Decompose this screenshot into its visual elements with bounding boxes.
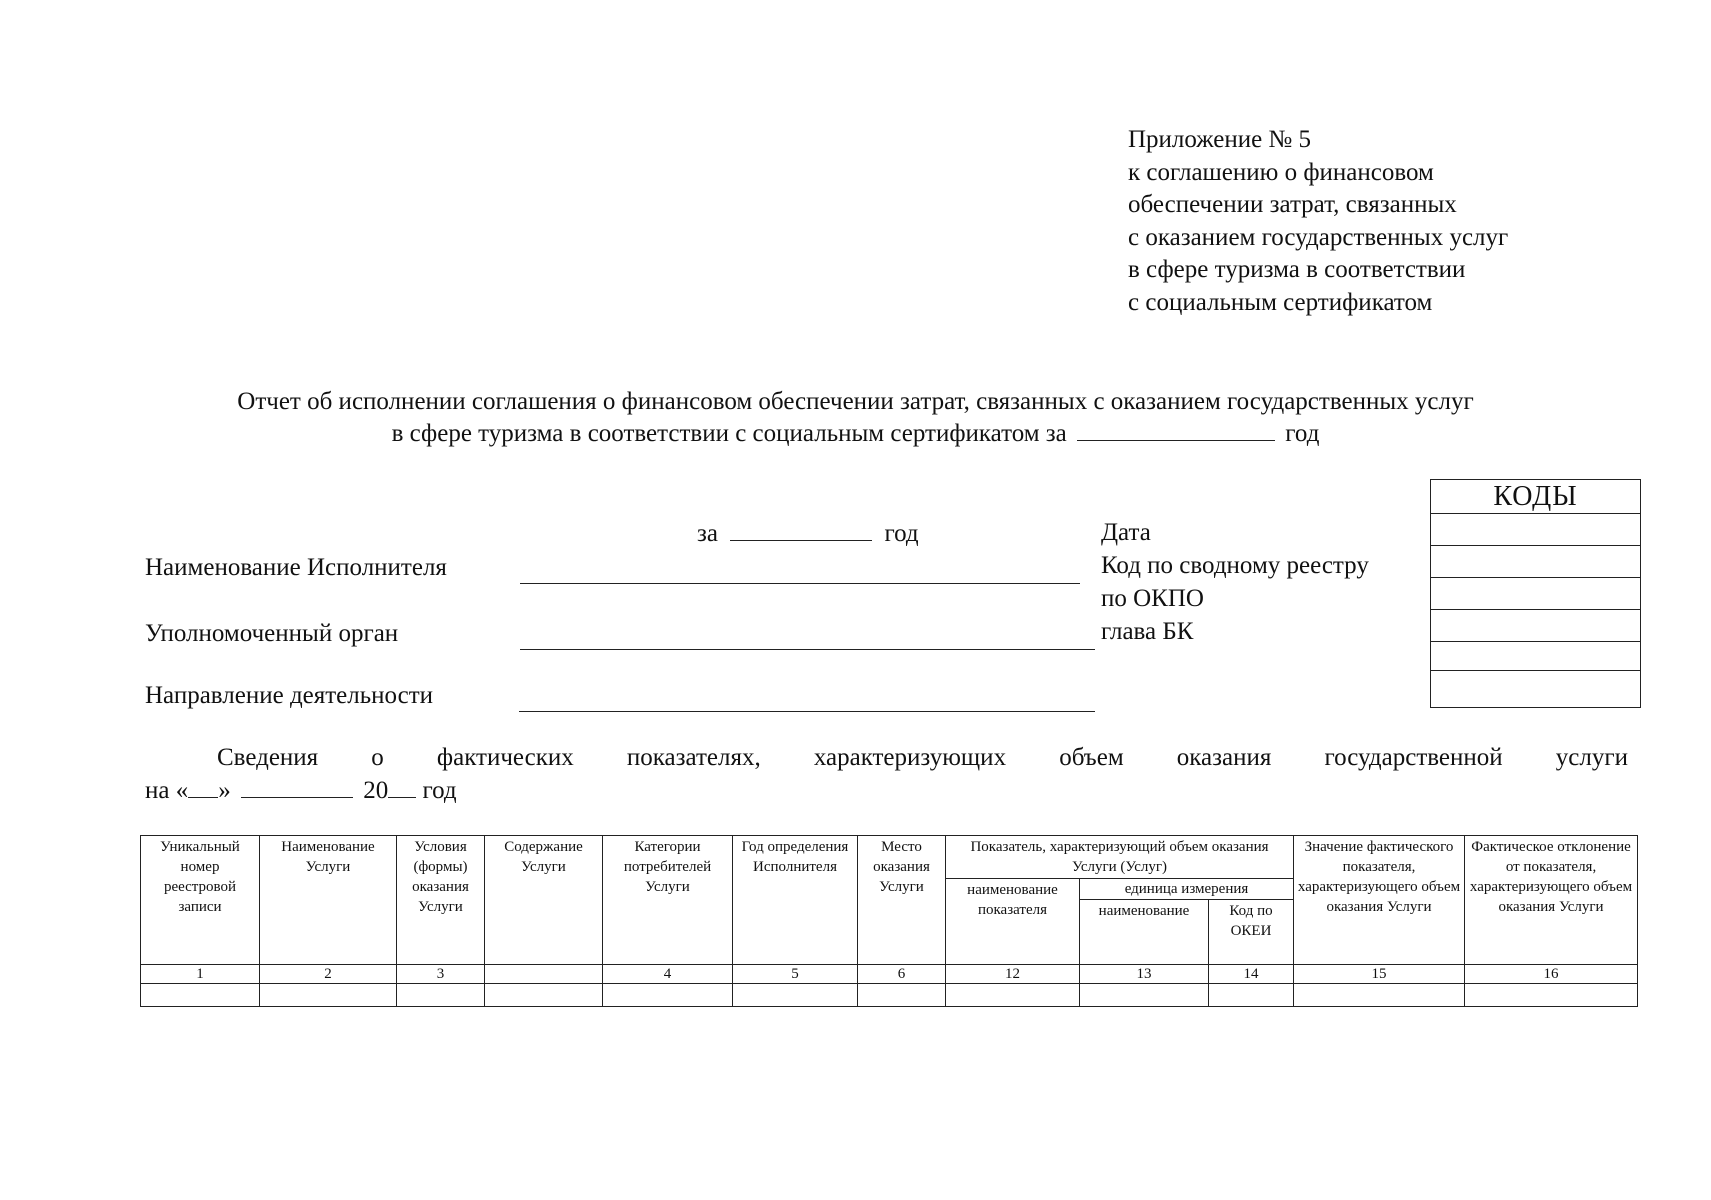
svedenia-day-blank[interactable] [188,775,218,798]
svedenia-year-suffix: год [422,777,457,804]
executor-label: Наименование Исполнителя [145,554,447,581]
svedenia-line2 [145,774,1628,807]
direction-field[interactable] [519,711,1095,712]
table-number-row [141,965,1638,984]
column-number: 1 [141,965,260,984]
col-header-service-conditions: Условия (формы) оказания Услуги [397,836,485,965]
table-cell[interactable] [946,984,1080,1007]
col-header-volume-indicator-group: Показатель, характеризующий объем оказания Услуги (Услуг) [946,836,1294,879]
codes-cell-extra2[interactable] [1431,671,1640,703]
period-suffix: год [884,520,919,547]
column-number: 2 [260,965,397,984]
col-header-okei-code: Код по ОКЕИ [1209,900,1294,965]
codes-header: КОДЫ [1431,480,1640,514]
table-cell[interactable] [485,984,603,1007]
column-number: 16 [1465,965,1638,984]
table-cell[interactable] [1294,984,1465,1007]
authority-label: Уполномоченный орган [145,620,399,647]
table-cell[interactable] [1209,984,1294,1007]
col-header-service-place: Место оказания Услуги [858,836,946,965]
col-header-actual-value: Значение фактического показателя, характеризующего объем оказания Услуги [1294,836,1465,965]
report-title [0,386,1711,450]
codes-label-glava-bk: глава БК [1101,618,1194,645]
report-title-line1: Отчет об исполнении соглашения о финансовом обеспечении затрат, связанных с оказанием государственных услуг [237,388,1474,415]
period-year-blank[interactable] [730,518,872,541]
codes-cell-registry[interactable] [1431,546,1640,578]
table-cell[interactable] [141,984,260,1007]
svedenia-year-blank[interactable] [388,775,416,798]
col-header-unit-name: наименование [1080,900,1209,965]
appendix-line: обеспечении затрат, связанных [1128,191,1457,218]
table-cell[interactable] [733,984,858,1007]
table-cell[interactable] [603,984,733,1007]
svedenia-paragraph [145,741,1628,807]
report-title-year-word: год [1285,420,1320,447]
col-header-executor-year: Год определения Исполнителя [733,836,858,965]
column-number: 15 [1294,965,1465,984]
col-header-service-content: Содержание Услуги [485,836,603,965]
codes-label-okpo: по ОКПО [1101,585,1204,612]
column-number [485,965,603,984]
column-number: 14 [1209,965,1294,984]
table-cell[interactable] [1080,984,1209,1007]
column-number: 4 [603,965,733,984]
col-header-registry-number: Уникальный номер реестровой записи [141,836,260,965]
report-title-line2-text: в сфере туризма в соответствии с социальным сертификатом за [391,420,1067,447]
appendix-line: к соглашению о финансовом [1128,158,1434,186]
period-row [697,518,919,549]
report-title-line2 [0,418,1711,450]
appendix-line: с оказанием государственных услуг [1128,223,1509,251]
codes-box [1430,479,1641,708]
col-header-unit-group: единица измерения [1080,879,1294,900]
svedenia-year-prefix: 20 [363,777,389,804]
column-number: 3 [397,965,485,984]
appendix-note [1128,124,1508,319]
codes-cell-glava-bk[interactable] [1431,610,1640,642]
period-prefix: за [697,520,718,547]
column-number: 13 [1080,965,1209,984]
executor-field[interactable] [520,583,1080,584]
column-number: 12 [946,965,1080,984]
codes-cell-extra[interactable] [1431,642,1640,671]
indicators-table [140,835,1638,1007]
codes-label-registry: Код по сводному реестру [1101,552,1369,579]
direction-label: Направление деятельности [145,682,434,709]
appendix-line: Приложение № 5 [1128,126,1312,153]
codes-cell-date[interactable] [1431,514,1640,546]
svedenia-date-prefix: на « [145,777,189,804]
table-row [141,984,1638,1007]
svedenia-month-blank[interactable] [241,775,353,798]
table-cell[interactable] [260,984,397,1007]
svedenia-line1: Сведения о фактических показателях, характеризующих объем оказания государственной услуги [217,744,1628,771]
table-cell[interactable] [858,984,946,1007]
table-header-row [141,836,1638,879]
report-year-blank[interactable] [1077,418,1275,441]
table-cell[interactable] [1465,984,1638,1007]
svedenia-quote-close: » [218,777,231,804]
col-header-service-name: Наименование Услуги [260,836,397,965]
col-header-indicator-name: наименование показателя [946,879,1080,965]
appendix-line: в сфере туризма в соответствии [1128,256,1466,283]
column-number: 5 [733,965,858,984]
authority-field[interactable] [520,649,1095,650]
col-header-actual-deviation: Фактическое отклонение от показателя, характеризующего объем оказания Услуги [1465,836,1638,965]
appendix-line: с социальным сертификатом [1128,288,1433,316]
codes-cell-okpo[interactable] [1431,578,1640,610]
table-cell[interactable] [397,984,485,1007]
col-header-consumer-categories: Категории потребителей Услуги [603,836,733,965]
codes-label-date: Дата [1101,519,1151,546]
column-number: 6 [858,965,946,984]
